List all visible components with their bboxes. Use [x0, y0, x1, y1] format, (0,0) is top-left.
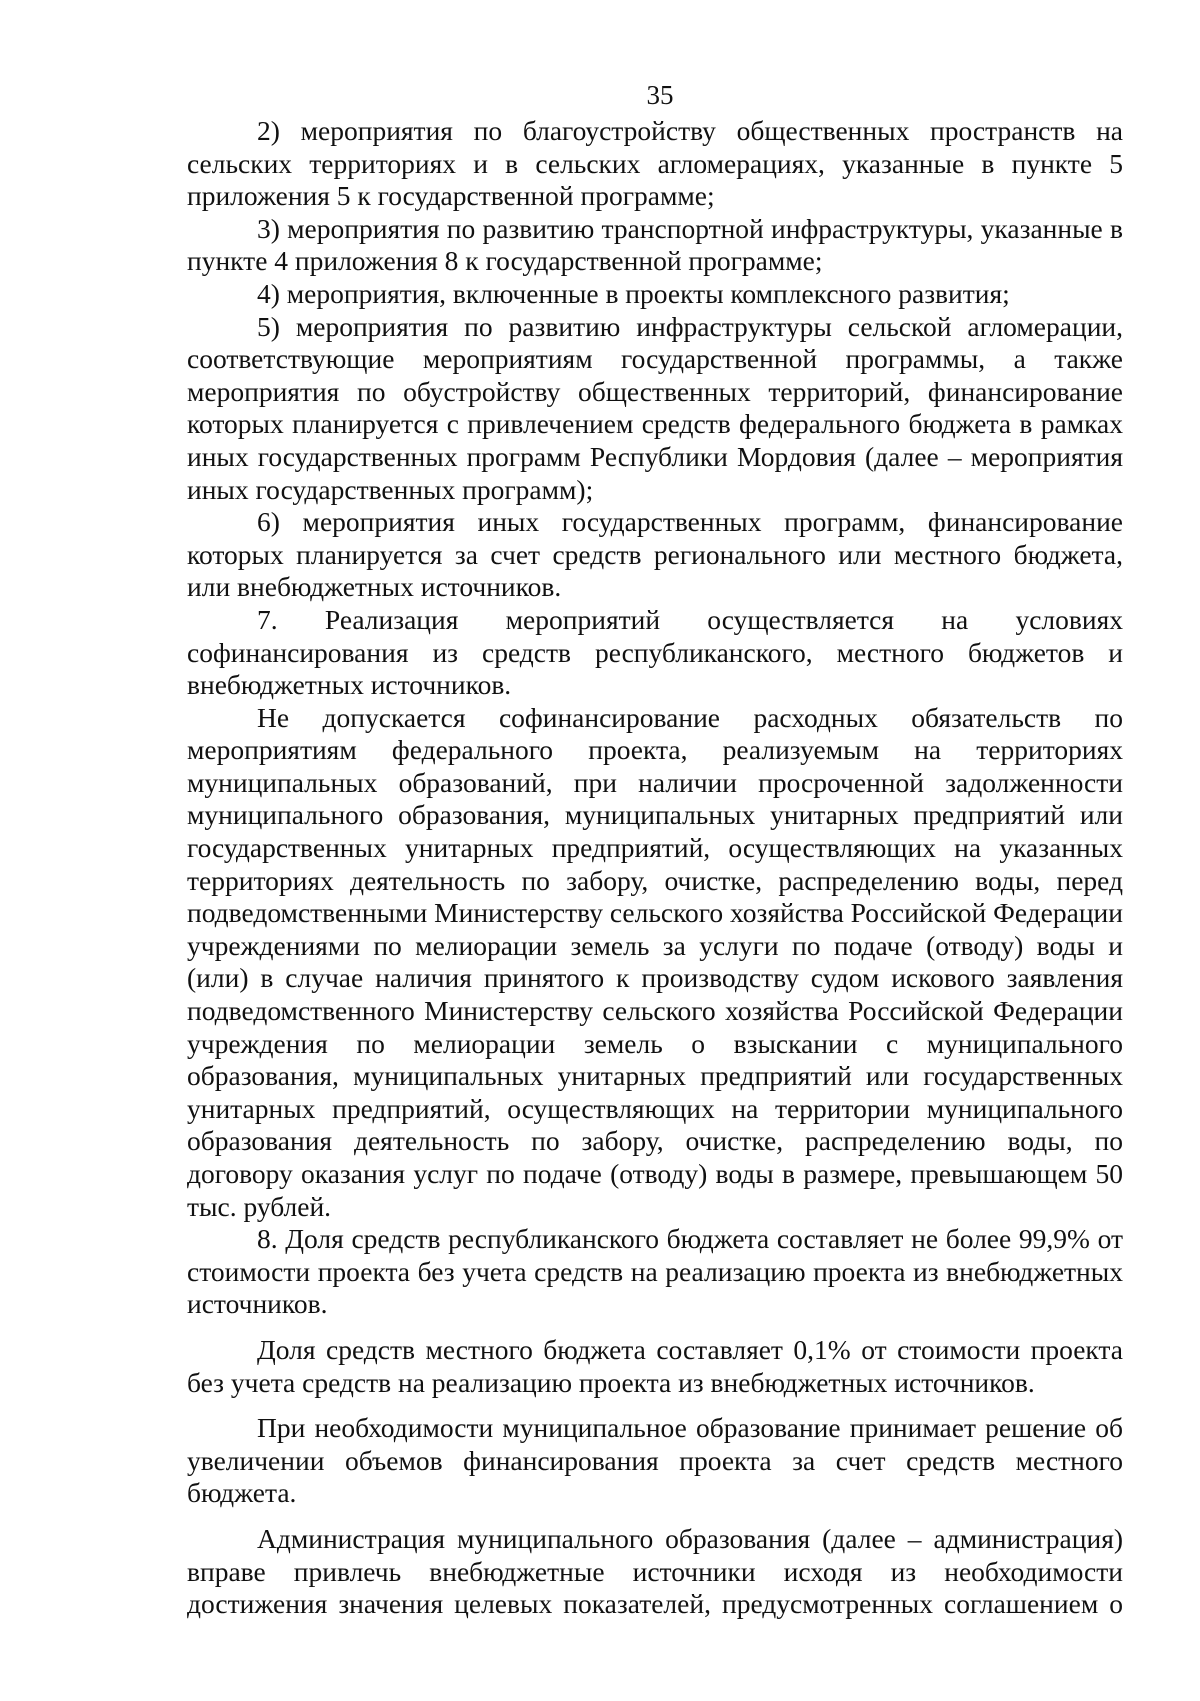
page-number: 35 [646, 80, 674, 110]
paragraph-cofinancing-restriction: Не допускается софинансирование расходных обязательств по мероприятиям федерального проекта, реализуемым на территориях муниципальных образований, при наличии просроченной задолженности муниципального образования, муниципальных унитарных предприятий или государственных унитарных предприятий, осуществляющих на указанных территориях деятельность по забору, очистке, распределению воды, перед подведомственными Министерству сельского хозяйства Российской Федерации учреждениями по мелиорации земель за услуги по подаче (отводу) воды и (или) в случае наличия принятого к производству судом искового заявления подведомственного Министерству сельского хозяйства Российской Федерации учреждения по мелиорации земель о взыскании с муниципального образования, муниципальных унитарных предприятий или государственных унитарных предприятий, осуществляющих на территории муниципального образования деятельность по забору, очистке, распределению воды, по договору оказания услуг по подаче (отводу) воды в размере, превышающем 50 тыс. рублей. [187, 701, 1123, 1222]
paragraph-item-5: 5) мероприятия по развитию инфраструктуры сельской агломерации, соответствующие мероприятиям государственной программы, а также мероприятия по обустройству общественных территорий, финансирование которых планируется с привлечением средств федерального бюджета в рамках иных государственных программ Республики Мордовия (далее – мероприятия иных государственных программ); [187, 310, 1123, 505]
paragraph-item-6: 6) мероприятия иных государственных программ, финансирование которых планируется за счет средств регионального или местного бюджета, или внебюджетных источников. [187, 506, 1123, 603]
paragraph-item-4: 4) мероприятия, включенные в проекты комплексного развития; [257, 277, 1010, 309]
paragraph-administration: Администрация муниципального образования (далее – администрация) вправе привлечь внебюджетные источники исходя из необходимости достижения значения целевых показателей, предусмотренных соглашением о [187, 1522, 1123, 1620]
paragraph-item-3: 3) мероприятия по развитию транспортной инфраструктуры, указанные в пункте 4 приложения 8 к государственной программе; [187, 212, 1123, 277]
paragraph-clause-7: 7. Реализация мероприятий осуществляется на условиях софинансирования из средств республиканского, местного бюджетов и внебюджетных источников. [187, 603, 1123, 701]
document-body [187, 115, 1123, 1621]
paragraph-item-2: 2) мероприятия по благоустройству общественных пространств на сельских территориях и в сельских агломерациях, указанные в пункте 5 приложения 5 к государственной программе; [187, 115, 1123, 212]
paragraph-local-budget-share: Доля средств местного бюджета составляет 0,1% от стоимости проекта без учета средств на реализацию проекта из внебюджетных источников. [187, 1333, 1123, 1398]
paragraph-clause-8: 8. Доля средств республиканского бюджета составляет не более 99,9% от стоимости проекта без учета средств на реализацию проекта из внебюджетных источников. [187, 1223, 1123, 1320]
paragraph-funding-increase: При необходимости муниципальное образование принимает решение об увеличении объемов финансирования проекта за счет средств местного бюджета. [187, 1412, 1123, 1509]
